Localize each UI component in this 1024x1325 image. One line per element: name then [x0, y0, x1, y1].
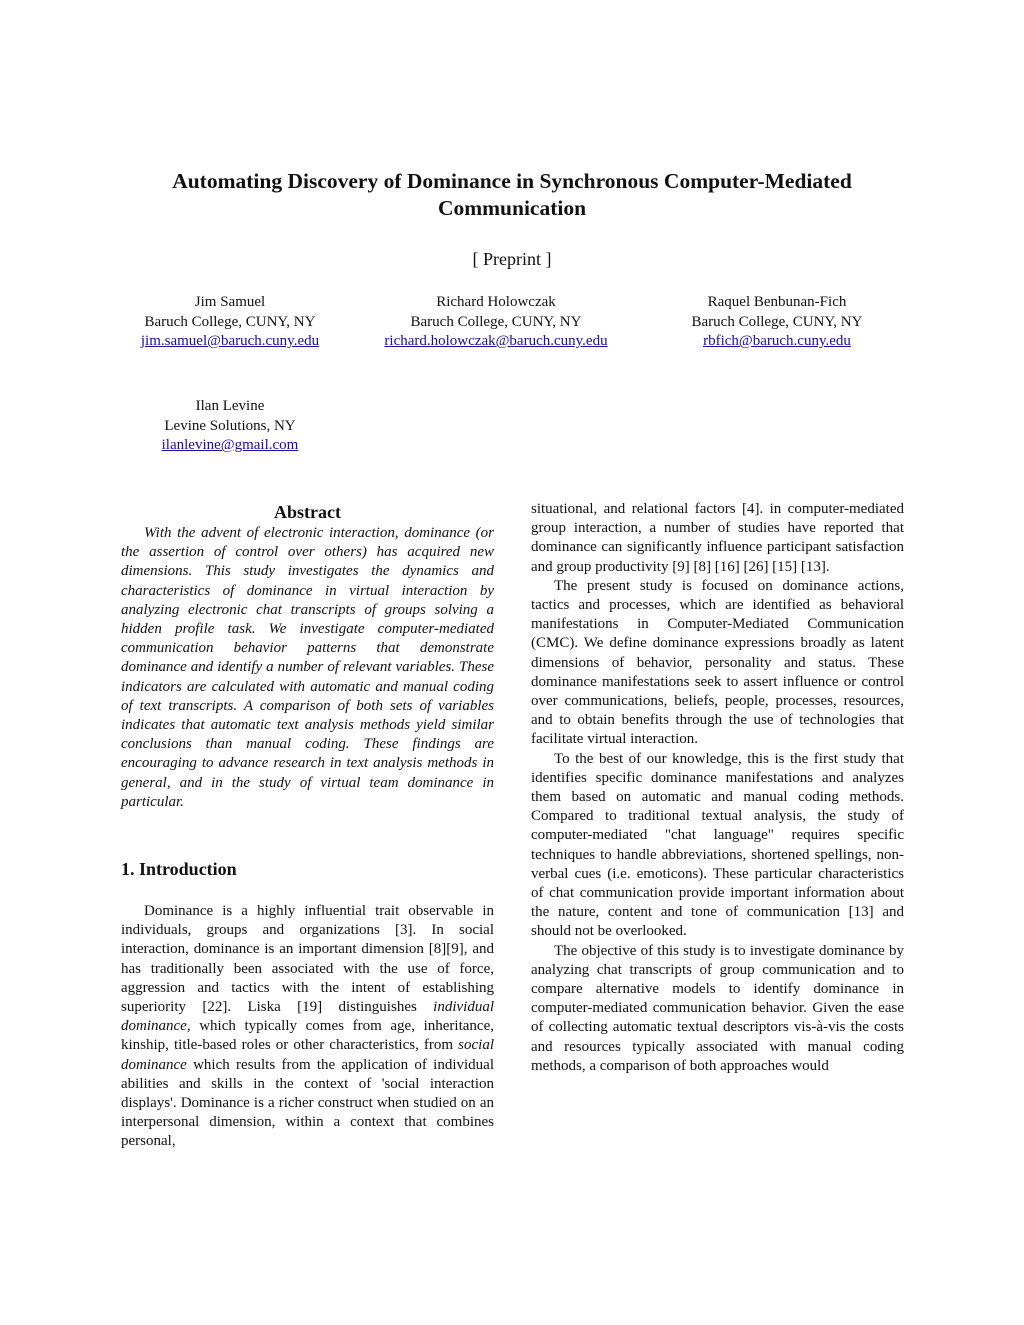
- body-paragraph: The present study is focused on dominance actions, tactics and processes, which are identified as behavioral manifestations in Computer-Mediated Communication (CMC). We define dominance expressions broadly as latent dimensions of behavior, personality and status. These dominance manifestations seek to assert influence or control over communications, beliefs, people, processes, resources, and to obtain benefits through the use of technologies that facilitate virtual interaction.: [531, 577, 904, 748]
- title-line-2: Communication: [437, 196, 587, 220]
- author-email-link[interactable]: richard.holowczak@baruch.cuny.edu: [384, 333, 608, 349]
- body-paragraph: The objective of this study is to investigate dominance by analyzing chat transcripts of group communication and to compare alternative models to identify dominance in computer-mediated communication behavior. Given the ease of collecting automatic textual descriptors vis-à-vis the costs and resources typically associated with manual coding methods, a comparison of both approaches would: [531, 942, 904, 1074]
- term-individual-dominance: individual dominance: [121, 999, 494, 1035]
- preprint-label: [ Preprint ]: [472, 249, 552, 269]
- title-line-1: Automating Discovery of Dominance in Synchronous Computer-Mediated: [172, 169, 852, 193]
- author-affiliation: Baruch College, CUNY, NY: [691, 313, 863, 330]
- author-name: Ilan Levine: [195, 398, 265, 414]
- author-block: [100, 293, 360, 352]
- author-block: [346, 293, 646, 352]
- author-name: Jim Samuel: [194, 294, 266, 310]
- body-paragraph: situational, and relational factors [4]. in computer-mediated group interaction, a number of studies have reported that dominance can significantly influence participant satisfaction and group productivity [9] [8] [16] [26] [15] [13].: [531, 501, 904, 575]
- author-email-link[interactable]: ilanlevine@gmail.com: [161, 437, 299, 453]
- term-social-dominance: social dominance: [121, 1037, 494, 1073]
- author-block: [100, 397, 360, 456]
- left-column: [121, 500, 494, 1152]
- body-paragraph: To the best of our knowledge, this is the first study that identifies specific dominance manifestations and analyzes them based on automatic and manual coding methods. Compared to traditional textual analysis, the study of computer-mediated "chat language" requires specific techniques to handle abbreviations, shortened spellings, non-verbal cues (i.e. emoticons). These particular characteristics of chat communication provide important information about the nature, content and tone of communication [13] and should not be overlooked.: [531, 750, 904, 940]
- abstract-text: With the advent of electronic interaction, dominance (or the assertion of control over others) has acquired new dimensions. This study investigates the dynamics and characteristics of dominance in virtual interaction by analyzing electronic chat transcripts of groups solving a hidden profile task. We investigate computer-mediated communication behavior patterns that demonstrate dominance and identify a number of relevant variables. These indicators are calculated with automatic and manual coding of text transcripts. A comparison of both sets of variables indicates that automatic text analysis methods yield similar conclusions than manual coding. These findings are encouraging to advance research in text analysis methods in general, and in the study of virtual team dominance in particular.: [121, 525, 494, 810]
- author-name: Raquel Benbunan-Fich: [707, 294, 847, 310]
- abstract-heading: Abstract: [274, 502, 341, 522]
- author-affiliation: Baruch College, CUNY, NY: [410, 313, 582, 330]
- author-email-link[interactable]: jim.samuel@baruch.cuny.edu: [140, 333, 320, 349]
- author-affiliation: Baruch College, CUNY, NY: [144, 313, 316, 330]
- author-email-link[interactable]: rbfich@baruch.cuny.edu: [703, 333, 851, 349]
- introduction-heading: 1. Introduction: [121, 859, 237, 880]
- right-column: [531, 500, 904, 1076]
- author-name: Richard Holowczak: [436, 294, 556, 310]
- author-block: [647, 293, 907, 352]
- intro-paragraph: Dominance is a highly influential trait observable in individuals, groups and organizations [3]. In social interaction, dominance is an important dimension [8][9], and has traditionally been associated with the use of force, aggression and tactics with the intent of establishing superiority [22]. Liska [19] distinguishes individual dominance, which typically comes from age, inheritance, kinship, title-based roles or other characteristics, from social dominance which results from the application of individual abilities and skills in the context of 'social interaction displays'. Dominance is a richer construct when studied on an interpersonal dimension, within a context that combines personal,: [121, 903, 494, 1150]
- author-affiliation: Levine Solutions, NY: [164, 417, 296, 434]
- paper-title: [120, 168, 904, 222]
